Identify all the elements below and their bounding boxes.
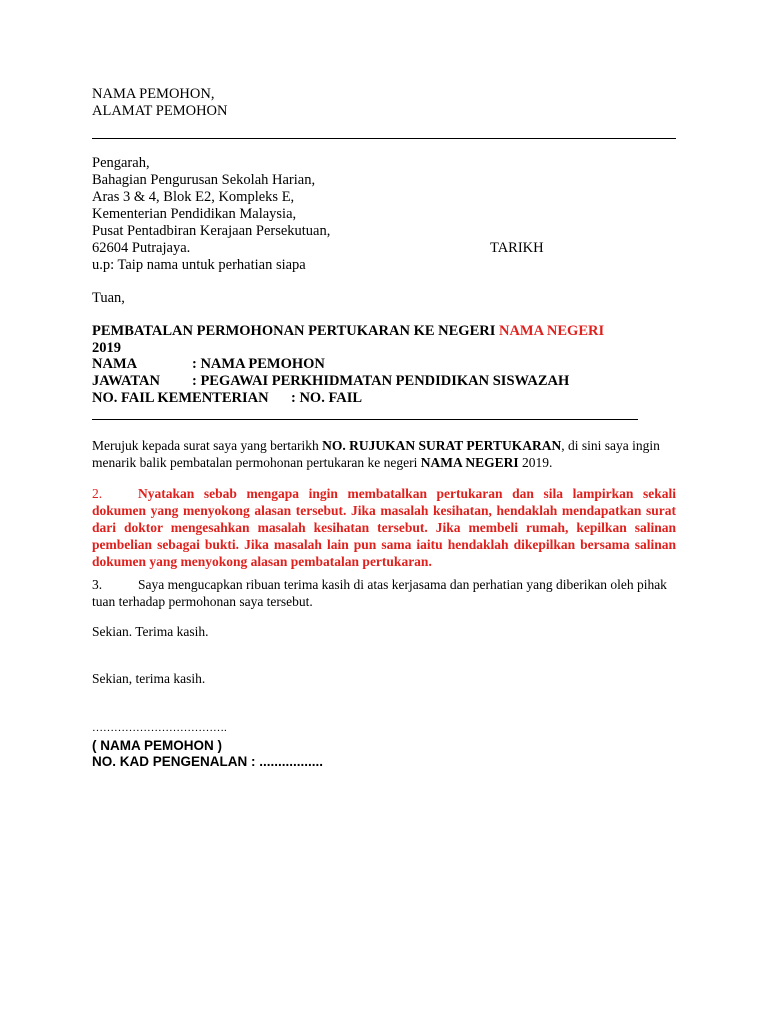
header-divider bbox=[92, 138, 676, 139]
para1-mid: , di sini saya ingin menarik balik pembatalan permohonan pertukaran ke negeri bbox=[92, 438, 660, 470]
recipient-line-5: Pusat Pentadbiran Kerajaan Persekutuan, bbox=[92, 223, 331, 239]
para2-number: 2. bbox=[92, 486, 103, 501]
recipient-line-1: Pengarah, bbox=[92, 155, 150, 171]
para3-text: Saya mengucapkan ribuan terima kasih di atas kerjasama dan perhatian yang diberikan oleh pihak tuan terhadap permohonan saya tersebut. bbox=[92, 577, 667, 609]
closing-1: Sekian. Terima kasih. bbox=[92, 624, 209, 639]
paragraph-2 bbox=[92, 485, 676, 570]
subject-title-text: PEMBATALAN PERMOHONAN PERTUKARAN KE NEGERI bbox=[92, 323, 496, 339]
subject-file-value: : NO. FAIL bbox=[291, 390, 363, 406]
recipient-line-4: Kementerian Pendidikan Malaysia, bbox=[92, 206, 297, 222]
para1-pre: Merujuk kepada surat saya yang bertarikh bbox=[92, 438, 319, 453]
subject-name-label: NAMA bbox=[92, 356, 138, 372]
signature-name: ( NAMA PEMOHON ) bbox=[92, 738, 222, 753]
subject-file-label: NO. FAIL KEMENTERIAN bbox=[92, 390, 269, 406]
paragraph-1 bbox=[92, 437, 682, 471]
recipient-line-2: Bahagian Pengurusan Sekolah Harian, bbox=[92, 172, 316, 188]
subject-state-placeholder: NAMA NEGERI bbox=[498, 323, 605, 339]
para1-post: 2019. bbox=[522, 455, 553, 470]
recipient-line-6: 62604 Putrajaya. bbox=[92, 240, 191, 256]
date-label: TARIKH bbox=[490, 240, 544, 256]
subject-name-value: : NAMA PEMOHON bbox=[192, 356, 325, 372]
closing-2: Sekian, terima kasih. bbox=[92, 671, 206, 686]
subject-post-label: JAWATAN bbox=[92, 373, 160, 389]
signature-ic: NO. KAD PENGENALAN : ................. bbox=[92, 754, 324, 769]
para3-number: 3. bbox=[92, 577, 103, 592]
subject-title bbox=[92, 323, 604, 340]
applicant-name: NAMA PEMOHON, bbox=[92, 86, 215, 102]
salutation: Tuan, bbox=[92, 290, 125, 306]
para1-ref: NO. RUJUKAN SURAT PERTUKARAN bbox=[322, 438, 562, 453]
attention-line: u.p: Taip nama untuk perhatian siapa bbox=[92, 257, 306, 273]
subject-post-value: : PEGAWAI PERKHIDMATAN PENDIDIKAN SISWAZAH bbox=[192, 373, 570, 389]
paragraph-3 bbox=[92, 576, 682, 610]
applicant-address: ALAMAT PEMOHON bbox=[92, 103, 228, 119]
subject-divider bbox=[92, 419, 638, 420]
signature-dots: ………………………………. bbox=[92, 722, 227, 734]
para2-text: Nyatakan sebab mengapa ingin membatalkan pertukaran dan sila lampirkan sekali dokumen yang menyokong alasan tersebut. Jika masalah kesihatan, hendaklah mendapatkan surat dari doktor mengesahkan masalah kesihatan tersebut. Jika membeli rumah, kepilkan salinan pembelian sebagai bukti. Jika masalah lain pun sama iaitu hendaklah dikepilkan bersama salinan dokumen yang menyokong alasan pembatalan pertukaran. bbox=[92, 486, 676, 569]
para1-state: NAMA NEGERI bbox=[420, 455, 519, 470]
recipient-line-3: Aras 3 & 4, Blok E2, Kompleks E, bbox=[92, 189, 295, 205]
subject-year: 2019 bbox=[92, 340, 121, 356]
